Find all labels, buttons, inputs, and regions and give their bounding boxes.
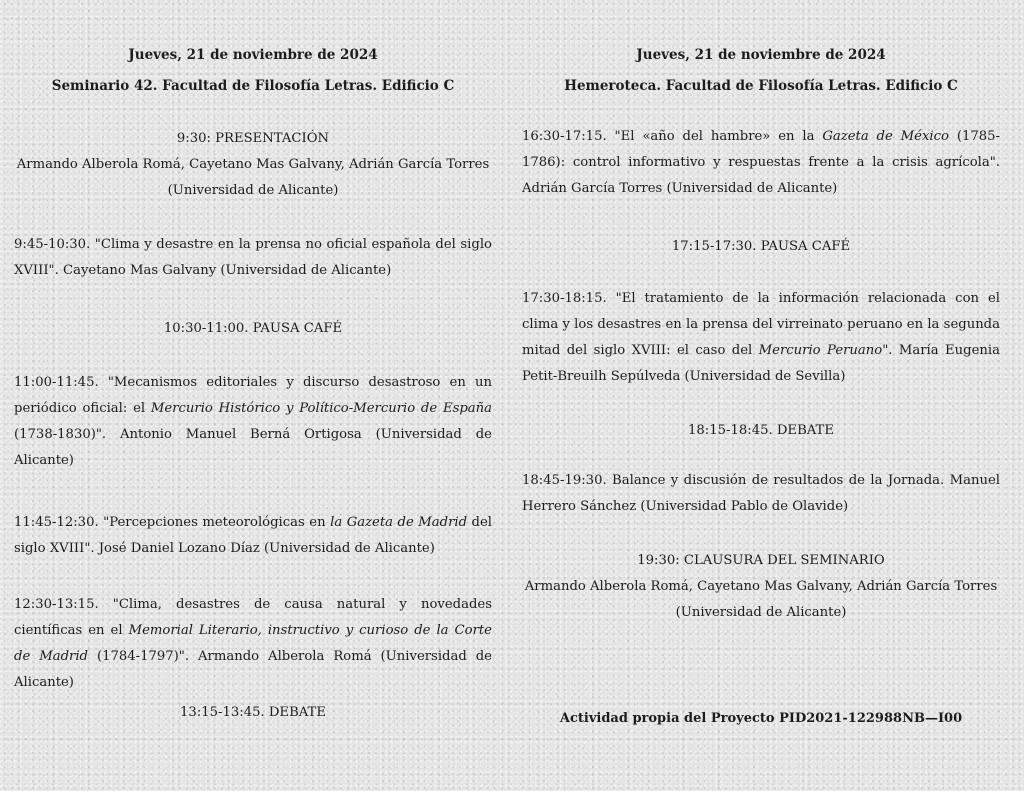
r-talk1-text: 16:30-17:15. "El «año del hambre» en la <box>522 129 823 144</box>
talk3-publication: la Gazeta de Madrid <box>330 515 468 530</box>
left-talk-4 <box>14 592 492 696</box>
left-talk-1: 9:45-10:30. "Clima y desastre en la prensa no oficial española del siglo XVIII". Cayetano Mas Galvany (Universidad de Alicante) <box>14 237 492 278</box>
right-date: Jueves, 21 de noviembre de 2024 <box>636 47 886 63</box>
left-presentation <box>14 126 492 204</box>
left-debate: 13:15-13:45. DEBATE <box>180 705 326 720</box>
r-talk1-publication: Gazeta de México <box>822 129 949 144</box>
right-talk-3: 18:45-19:30. Balance y discusión de resultados de la Jornada. Manuel Herrero Sánchez (Universidad Pablo de Olavide) <box>522 473 1000 514</box>
r-talk2-text-end: ". María Eugenia Petit-Breuilh Sepúlveda (Universidad de Sevilla) <box>522 343 1000 384</box>
closing-speakers: Armando Alberola Romá, Cayetano Mas Galvany, Adrián García Torres <box>524 579 998 594</box>
talk3-text-end: del siglo XVIII". José Daniel Lozano Díaz (Universidad de Alicante) <box>14 515 492 556</box>
talk2-text-end: (1738-1830)". Antonio Manuel Berná Ortigosa (Universidad de Alicante) <box>14 427 492 468</box>
presentation-affiliation: (Universidad de Alicante) <box>167 183 339 198</box>
left-break: 10:30-11:00. PAUSA CAFÉ <box>163 321 343 336</box>
r-talk1-text-end: (1785-1786): control informativo y respuestas frente a la crisis agrícola". Adrián García Torres (Universidad de Alicante) <box>522 129 1001 196</box>
r-talk2-publication: Mercurio Peruano <box>758 343 883 358</box>
talk4-text: 12:30-13:15. "Clima, desastres de causa natural y novedades científicas en el <box>14 597 492 638</box>
left-talk-2 <box>14 370 492 474</box>
closing-affiliation: (Universidad de Alicante) <box>675 605 847 620</box>
talk4-text-end: (1784-1797)". Armando Alberola Romá (Universidad de Alicante) <box>14 649 492 690</box>
right-talk-1 <box>522 124 1000 202</box>
right-debate: 18:15-18:45. DEBATE <box>688 423 834 438</box>
right-location: Hemeroteca. Facultad de Filosofía Letras. Edificio C <box>564 78 958 94</box>
talk4-publication: Memorial Literario, instructivo y curioso de la Corte de Madrid <box>14 623 492 664</box>
left-location: Seminario 42. Facultad de Filosofía Letras. Edificio C <box>51 78 455 94</box>
left-header <box>14 40 492 102</box>
talk2-publication: Mercurio Histórico y Político-Mercurio de España <box>150 401 493 416</box>
right-talk-2 <box>522 286 1000 390</box>
talk2-text: 11:00-11:45. "Mecanismos editoriales y discurso desastroso en un periódico oficial: el <box>14 375 492 416</box>
project-footer: Actividad propia del Proyecto PID2021-122988NB—I00 <box>559 711 963 726</box>
talk3-text: 11:45-12:30. "Percepciones meteorológicas en <box>14 515 331 530</box>
closing-title: 19:30: CLAUSURA DEL SEMINARIO <box>637 553 885 568</box>
left-date: Jueves, 21 de noviembre de 2024 <box>128 47 378 63</box>
presentation-title: 9:30: PRESENTACIÓN <box>176 131 330 146</box>
right-header <box>522 40 1000 102</box>
right-closing <box>522 548 1000 626</box>
right-break: 17:15-17:30. PAUSA CAFÉ <box>671 239 851 254</box>
left-talk-3 <box>14 510 492 562</box>
presentation-speakers: Armando Alberola Romá, Cayetano Mas Galvany, Adrián García Torres <box>16 157 490 172</box>
r-talk2-text: 17:30-18:15. "El tratamiento de la información relacionada con el clima y los desastres en la prensa del virreinato peruano en la segunda mitad del siglo XVIII: el caso del <box>522 291 1000 358</box>
